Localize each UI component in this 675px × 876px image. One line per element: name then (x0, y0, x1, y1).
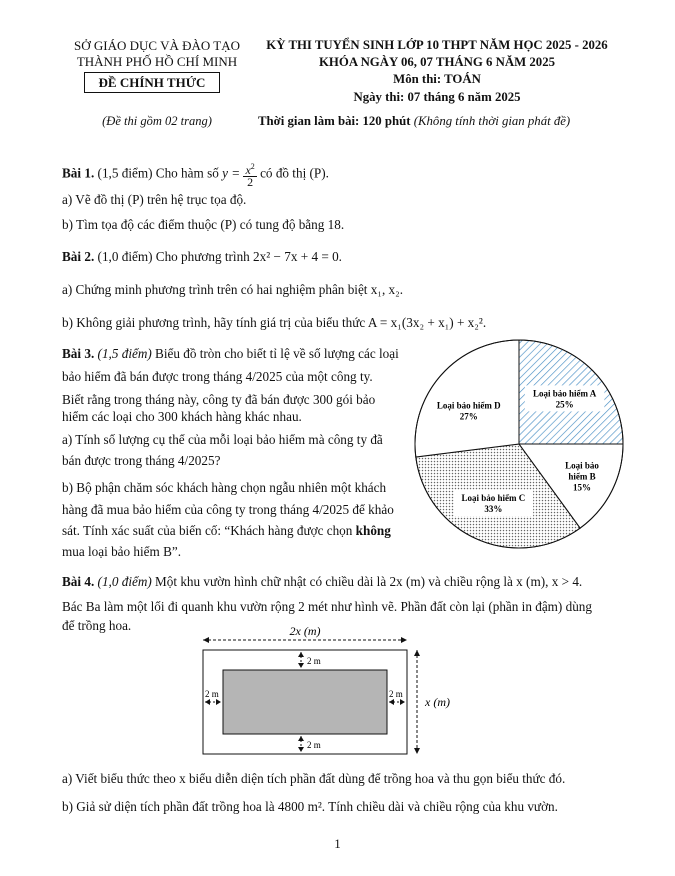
dept-line1: SỞ GIÁO DỤC VÀ ĐÀO TẠO (74, 38, 240, 53)
bai3-a-l2: bán được trong tháng 4/2025? (62, 453, 221, 468)
official-badge: ĐỀ CHÍNH THỨC (84, 72, 220, 93)
bai1-title: Bài 1. (62, 165, 95, 181)
pie-label-b: 15% (573, 482, 592, 493)
bai1-fraction: $\frac{x^2}{2}$ (245, 162, 255, 189)
bai3-l1: Bài 3. (1,5 điểm) Biểu đồ tròn cho biết tỉ lệ về số lượng các loại (62, 346, 399, 361)
bai3-l3: Biết rằng trong tháng này, công ty đã bán được 300 gói bảo (62, 392, 376, 407)
pages-note: (Đề thi gồm 02 trang) (102, 114, 212, 128)
pie-label-a: 25% (555, 399, 574, 410)
bai2-b: b) Không giải phương trình, hãy tính giá trị của biểu thức A = x₁(3x₂ + x₁) + x₂². (62, 315, 487, 330)
bai3-l2: bảo hiểm đã bán được trong tháng 4/2025 của một công ty. (62, 369, 373, 384)
pie-label-b: hiểm B (568, 471, 596, 482)
length-label: 2x (m) (289, 624, 321, 638)
pie-label-b: Loại bảo (565, 460, 599, 471)
bai2-a: a) Chứng minh phương trình trên có hai nghiệm phân biệt x₁, x₂. (62, 282, 404, 297)
bai1-a: a) Vẽ đồ thị (P) trên hệ trục tọa độ. (62, 192, 247, 207)
bai3-l4: hiểm các loại cho 300 khách hàng khác nhau. (62, 409, 302, 424)
bai2-stem: Bài 2. (1,0 điểm) Cho phương trình 2x² − 7x + 4 = 0. (62, 249, 342, 264)
exam-date: Ngày thi: 07 tháng 6 năm 2025 (353, 90, 521, 104)
gap-left-label: 2 m (205, 689, 219, 699)
bai4-l3: để trồng hoa. (62, 618, 132, 633)
exam-title: KỲ THI TUYỂN SINH LỚP 10 THPT NĂM HỌC 2025 - 2026 (266, 38, 608, 52)
dept-line2: THÀNH PHỐ HỒ CHÍ MINH (76, 54, 238, 69)
pie-label-d: 27% (459, 411, 478, 422)
bai3-b-l4: mua loại bảo hiểm B”. (62, 544, 182, 559)
arrow-up-icon (414, 650, 420, 656)
exam-subject: Môn thi: TOÁN (393, 72, 481, 86)
gap-top-label: 2 m (307, 656, 321, 666)
bai1-stem: Bài 1. (1,5 điểm) Cho hàm số y = $\frac{x^2}{2}$ có đồ thị (P). (62, 162, 329, 189)
bai1-b: b) Tìm tọa độ các điểm thuộc (P) có tung độ bằng 18. (62, 217, 345, 232)
page-number: 1 (334, 836, 341, 851)
pie-label-c: 33% (484, 504, 503, 515)
bai4-b: b) Giả sử diện tích phần đất trồng hoa là 4800 m². Tính chiều dài và chiều rộng của khu vườn. (62, 799, 558, 814)
pie-label-c: Loại bảo hiểm C (461, 493, 526, 504)
gap-bottom-label: 2 m (307, 740, 321, 750)
bai3-b-l3: sát. Tính xác suất của biến cố: “Khách hàng được chọn không (62, 523, 391, 538)
bai3-b-l1: b) Bộ phận chăm sóc khách hàng chọn ngẫu nhiên một khách (62, 480, 387, 495)
bai3-b-l2: hàng đã mua bảo hiểm của công ty trong tháng 4/2025 để khảo (62, 502, 394, 517)
arrow-down-icon (414, 748, 420, 754)
bai3-a-l1: a) Tính số lượng cụ thể của mỗi loại bảo hiểm mà công ty đã (62, 432, 383, 447)
exam-time: Thời gian làm bài: 120 phút (Không tính thời gian phát đề) (258, 114, 571, 128)
bai2-title: Bài 2. (62, 249, 95, 264)
gap-right-label: 2 m (389, 689, 403, 699)
arrow-right-icon (401, 637, 407, 643)
arrow-left-icon (203, 637, 209, 643)
bai1-points: (1,5 điểm) (97, 165, 153, 181)
exam-session: KHÓA NGÀY 06, 07 THÁNG 6 NĂM 2025 (318, 55, 556, 69)
pie-chart (412, 337, 626, 551)
garden-figure (195, 622, 475, 762)
flower-bed (223, 670, 387, 734)
bai4-a: a) Viết biểu thức theo x biểu diễn diện tích phần đất dùng để trồng hoa và thu gọn biểu thức đó. (62, 771, 566, 786)
bai4-l1: Bài 4. (1,0 điểm) Một khu vườn hình chữ nhật có chiều dài là 2x (m) và chiều rộng là x (m), x > 4. (62, 574, 583, 589)
pie-label-a: Loại bảo hiểm A (532, 388, 597, 399)
bai2-points: (1,0 điểm) (97, 249, 153, 264)
width-label: x (m) (425, 695, 450, 709)
pie-label-d: Loại bảo hiểm D (436, 400, 501, 411)
bai4-l2: Bác Ba làm một lối đi quanh khu vườn rộng 2 mét như hình vẽ. Phần đất còn lại (phần in đậm) dùng (62, 599, 592, 614)
